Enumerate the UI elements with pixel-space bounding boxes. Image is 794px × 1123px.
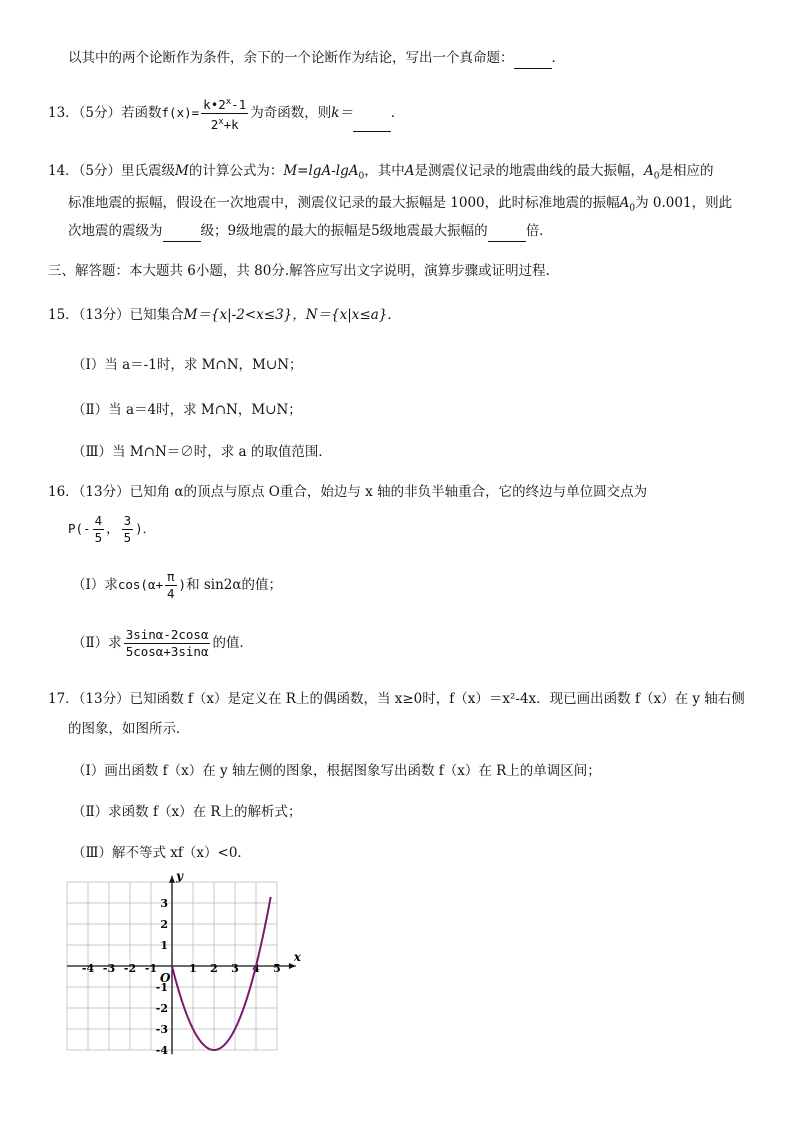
- q14-l1a: 14．（5分）里氏震级: [48, 163, 176, 179]
- q16-f1d: 5: [94, 530, 103, 545]
- q17-part-1: （Ⅰ）画出函数 f（x）在 y 轴左侧的图象，根据图象写出函数 f（x）在 R上的单调区间；: [72, 763, 601, 779]
- q13-num-exp: x: [225, 97, 232, 107]
- q15-part-1: （Ⅰ）当 a＝-1时，求 M∩N，M∪N；: [72, 357, 303, 373]
- q13-den-exp: x: [218, 117, 224, 128]
- q17-part-2: （Ⅱ）求函数 f（x）在 R上的解析式；: [72, 804, 302, 820]
- q16-f2d: 5: [123, 530, 132, 545]
- q13-suffix: 为奇函数，则: [250, 105, 332, 122]
- y-tick-label: 3: [160, 897, 168, 910]
- y-tick-label: -4: [155, 1044, 168, 1057]
- x-tick-label: 4: [252, 962, 260, 975]
- q13-prefix: 13．（5分）若函数: [48, 105, 162, 122]
- q14-A: A: [404, 163, 415, 179]
- top-line-end: ．: [551, 50, 565, 66]
- x-axis-label: x: [293, 950, 301, 964]
- q16-ii-frac: [124, 627, 211, 660]
- q14-l3b: 级；9级地震的最大的振幅是5级地震最大振幅的: [200, 223, 488, 239]
- y-axis-label: y: [176, 868, 183, 883]
- answer-blank: [514, 48, 552, 69]
- q16-ii-a: （Ⅱ）求: [72, 635, 122, 651]
- y-tick-label: -3: [155, 1023, 168, 1036]
- q16-i-close: ): [178, 577, 187, 592]
- q14-blank-1: [163, 221, 201, 242]
- q14-sub0c: 0: [629, 203, 636, 214]
- q14-l1e: 是相应的: [659, 163, 714, 179]
- x-tick-label: 2: [210, 962, 218, 975]
- question-16: 16．（13分）已知角 α的顶点与原点 O重合，始边与 x 轴的非负半轴重合，它的终边与单位圆交点为: [48, 484, 648, 500]
- x-tick-label: 3: [231, 962, 239, 975]
- question-14-line-2: [68, 193, 732, 219]
- q16-part-1: [72, 566, 282, 604]
- q16-part-2: [72, 623, 253, 663]
- q16-i-a: （Ⅰ）求: [72, 577, 118, 593]
- q15-stem-b: M＝{x|-2<x≤3}，N＝{x|x≤a}: [183, 307, 388, 323]
- q16-i-b: 和 sin2α的值；: [186, 577, 282, 593]
- q14-l2b: 为 0.001，则此: [635, 195, 733, 211]
- x-tick-label: -1: [144, 962, 158, 975]
- q13-num-c: -1: [231, 97, 247, 113]
- q15-part-3: （Ⅲ）当 M∩N＝∅时，求 a 的取值范围．: [72, 444, 332, 460]
- q14-l1d: 是测震仪记录的地震曲线的最大振幅，: [414, 163, 644, 179]
- q14-blank-2: [488, 221, 526, 242]
- question-14-line-1: [48, 161, 713, 187]
- x-tick-label: 1: [189, 962, 197, 975]
- x-tick-label: -3: [102, 962, 116, 975]
- question-14-line-3: [68, 221, 553, 242]
- q13-den-a: 2: [210, 117, 219, 133]
- q15-part-2: （Ⅱ）当 a＝4时，求 M∩N，M∪N；: [72, 402, 302, 418]
- q13-k: k＝: [331, 105, 353, 122]
- q14-l1c: ，其中: [364, 163, 405, 179]
- q13-fraction: [201, 94, 248, 133]
- q13-blank: [353, 95, 391, 132]
- q13-end: ．: [390, 105, 405, 122]
- q13-fx: f(x)=: [161, 105, 200, 121]
- x-tick-label: -2: [123, 962, 137, 975]
- origin-label: O: [160, 971, 171, 985]
- q17-part-3: （Ⅲ）解不等式 xf（x）<0．: [72, 845, 251, 861]
- function-graph: [68, 868, 303, 1070]
- q16-f1n: 4: [94, 513, 103, 528]
- q16-pi-n: π: [167, 569, 175, 584]
- y-tick-label: 2: [160, 918, 168, 931]
- q16-point: [68, 510, 155, 548]
- q14-sub0: 0: [358, 171, 365, 182]
- q13-num-a: k•2: [203, 97, 226, 113]
- graph-tick-labels: [82, 897, 281, 1057]
- q16-ii-b: 的值．: [212, 635, 253, 651]
- q16-pi-frac: [165, 569, 177, 602]
- q14-l1b: 的计算公式为：: [188, 163, 284, 179]
- top-line-text: 以其中的两个论断作为条件，余下的一个论断作为结论，写出一个真命题：: [68, 50, 514, 66]
- q16-pi-d: 4: [167, 586, 175, 601]
- y-tick-label: -1: [155, 981, 168, 994]
- q16-ii-num: 3sinα-2cosα: [125, 627, 209, 642]
- graph-axes: [67, 876, 296, 1054]
- y-tick-label: 1: [160, 939, 168, 952]
- question-17-line-1: 17．（13分）已知函数 f（x）是定义在 R上的偶函数，当 x≥0时，f（x）＝x²-4x．现已画出函数 f（x）在 y 轴右侧: [48, 691, 745, 707]
- q14-sub0b: 0: [653, 171, 660, 182]
- q14-l3a: 次地震的震级为: [68, 223, 163, 239]
- q14-l2a: 标准地震的振幅，假设在一次地震中，测震仪记录的最大振幅是 1000，此时标准地震的振幅: [68, 195, 620, 211]
- q14-A0b: A: [619, 195, 630, 211]
- y-tick-label: -2: [155, 1002, 168, 1015]
- q15-stem-c: ．: [387, 307, 401, 323]
- q16-frac-1: [93, 513, 105, 546]
- q16-p-open: P(-: [68, 521, 91, 536]
- q15-stem-a: 15．（13分）已知集合: [48, 307, 184, 323]
- q16-p-close: )．: [135, 521, 156, 536]
- section-heading: 三、解答题：本大题共 6小题，共 80分.解答应写出文字说明，演算步骤或证明过程.: [48, 263, 550, 279]
- q16-i-cos: cos(α+: [117, 577, 163, 592]
- top-line: [68, 48, 565, 69]
- q16-ii-den: 5cosα+3sinα: [125, 644, 209, 659]
- q13-den-c: +k: [223, 117, 239, 133]
- question-15: [48, 305, 401, 325]
- x-tick-label: 5: [273, 962, 281, 975]
- q14-M: M: [175, 163, 189, 179]
- question-13: [48, 94, 404, 133]
- q16-f2n: 3: [123, 513, 132, 528]
- y-axis-arrow: [169, 876, 175, 883]
- q14-formula: M=lgA-lgA: [283, 163, 359, 179]
- q14-A0: A: [643, 163, 654, 179]
- q14-l3c: 倍．: [525, 223, 553, 239]
- q16-frac-2: [122, 513, 134, 546]
- q16-comma: ，: [106, 521, 120, 537]
- question-17-line-2: 的图象，如图所示．: [68, 721, 190, 737]
- x-tick-label: -4: [81, 962, 95, 975]
